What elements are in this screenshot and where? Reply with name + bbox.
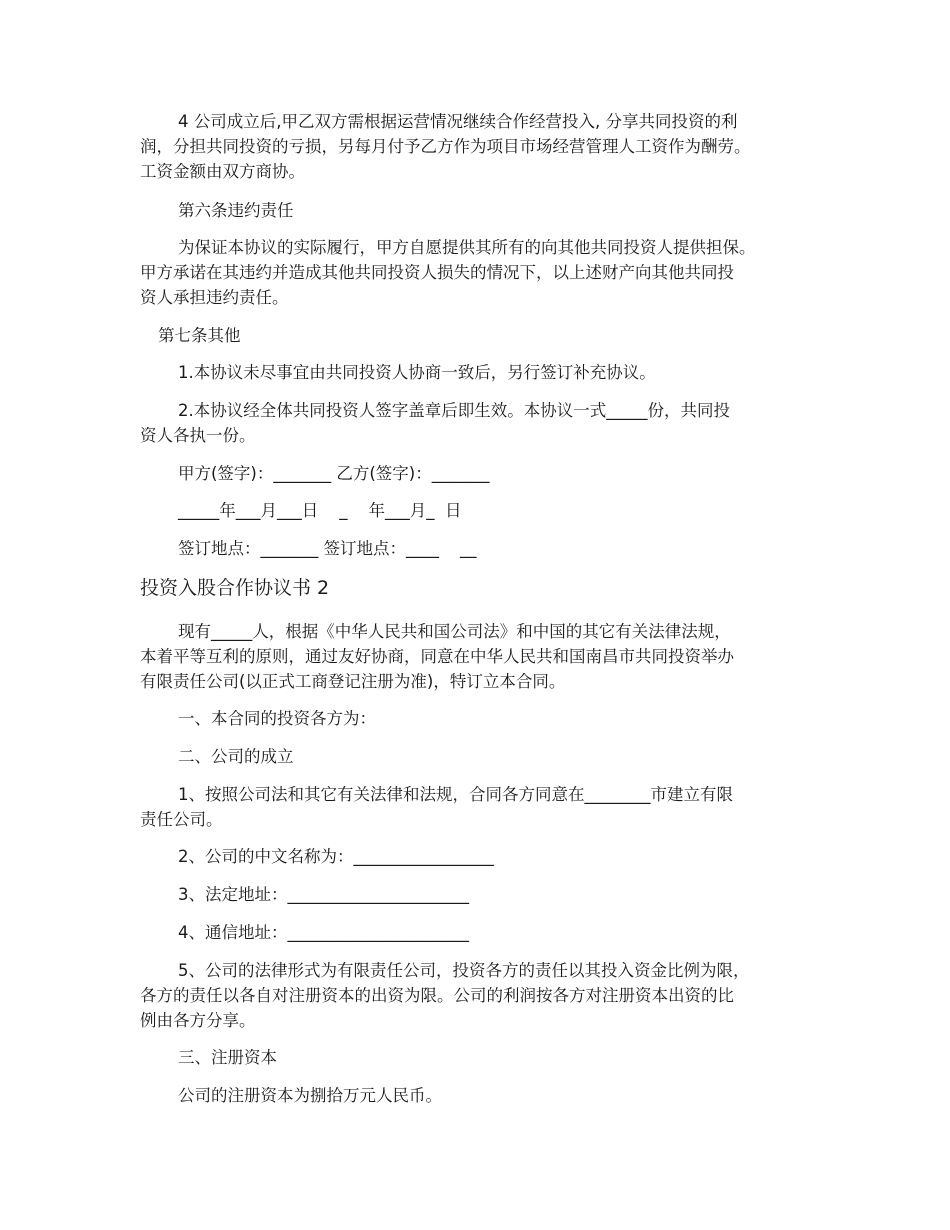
s2-item-5-line-3: 例由各方分享。	[140, 1011, 256, 1030]
s2-item-1-line-1: 1、按照公司法和其它有关法律和法规，合同各方同意在________市建立有限	[178, 785, 733, 804]
section-1-title: 一、本合同的投资各方为：	[178, 709, 376, 728]
p1-line-3: 工资金额由双方商协。	[140, 162, 305, 181]
item-1: 1.本协议未尽事宜由共同投资人协商一致后，另行签订补充协议。	[178, 363, 656, 382]
p2-line-1: 为保证本协议的实际履行，甲方自愿提供其所有的向其他共同投资人提供担保。	[178, 238, 756, 257]
s2-item-5-line-1: 5、公司的法律形式为有限责任公司，投资各方的责任以其投入资金比例为限，	[178, 961, 750, 980]
s2-item-1-line-2: 责任公司。	[140, 810, 223, 829]
item-2-line-2: 资人各执一份。	[140, 426, 256, 445]
p2-line-2: 甲方承诺在其违约并造成其他共同投资人损失的情况下，以上述财产向其他共同投	[140, 263, 734, 282]
signature-line: 甲方(签字)：_______ 乙方(签字)：_______	[178, 464, 490, 483]
s2-item-3: 3、法定地址：______________________	[178, 885, 469, 904]
item-2-line-1: 2.本协议经全体共同投资人签字盖章后即生效。本协议一式_____份，共同投	[178, 401, 730, 420]
s2-item-5-line-2: 各方的责任以各自对注册资本的出资为限。公司的利润按各方对注册资本出资的比	[140, 986, 734, 1005]
article-6-title: 第六条违约责任	[178, 201, 294, 220]
p3-line-1: 现有_____人，根据《中华人民共和国公司法》和中国的其它有关法律法规，	[178, 622, 731, 641]
section-3-title: 三、注册资本	[178, 1048, 277, 1067]
section-heading: 投资入股合作协议书 2	[140, 577, 330, 599]
p3-line-3: 有限责任公司(以正式工商登记注册为准)，特订立本合同。	[140, 672, 566, 691]
date-line: _____年___月___日 _ 年___月_ 日	[178, 501, 462, 520]
p2-line-3: 资人承担违约责任。	[140, 288, 289, 307]
p3-line-2: 本着平等互利的原则，通过友好协商，同意在中华人民共和国南昌市共同投资举办	[140, 647, 734, 666]
article-7-title: 第七条其他	[158, 326, 241, 345]
p1-line-1: 4 公司成立后,甲乙双方需根据运营情况继续合作经营投入, 分享共同投资的利	[178, 112, 738, 131]
section-3-text: 公司的注册资本为捌拾万元人民币。	[178, 1086, 442, 1105]
s2-item-2: 2、公司的中文名称为：_________________	[178, 847, 494, 866]
section-2-title: 二、公司的成立	[178, 747, 294, 766]
sign-place-line: 签订地点：_______ 签订地点：____ __	[178, 539, 477, 558]
s2-item-4: 4、通信地址：______________________	[178, 923, 469, 942]
p1-line-2: 润，分担共同投资的亏损，另每月付予乙方作为项目市场经营管理人工资作为酬劳。	[140, 137, 751, 156]
